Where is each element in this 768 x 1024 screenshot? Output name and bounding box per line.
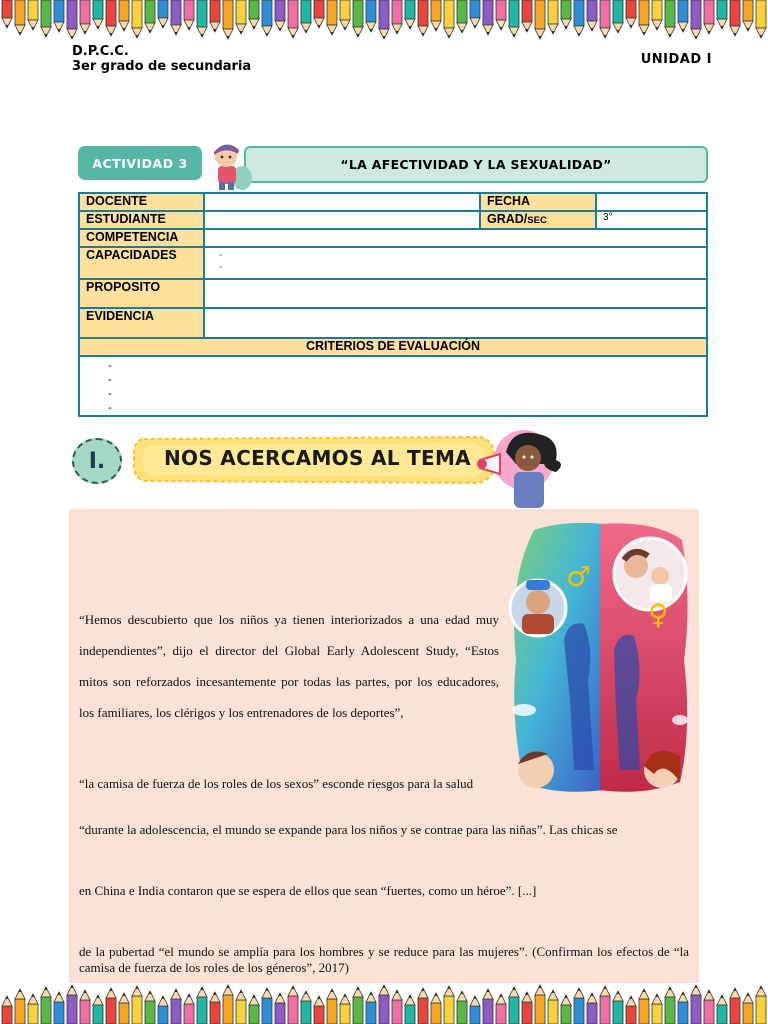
pencil-decoration (561, 995, 571, 1024)
pencil-decoration (392, 0, 402, 34)
reading-paragraph: “Hemos descubierto que los niños ya tienen interiorizados a una edad muy independientes”, dijo el director del Global Early Adolescent Study, “Estos mitos son reforzados incesantemente por todas las partes, por los educadores, los familiares, los clérigos y los entrenadores de los deportes”, (79, 612, 499, 720)
pencil-decoration (301, 0, 311, 33)
activity-title: “LA AFECTIVIDAD Y LA SEXUALIDAD” (244, 146, 708, 183)
pencil-decoration (431, 993, 441, 1024)
pencil-decoration (392, 990, 402, 1024)
svg-text:♀: ♀ (648, 598, 669, 631)
pencil-decoration (496, 994, 506, 1024)
criterio-item: - (108, 388, 112, 400)
proposito-field[interactable] (204, 279, 707, 308)
pencil-decoration (249, 995, 259, 1024)
pencil-decoration (210, 992, 220, 1024)
pencil-decoration (639, 0, 649, 35)
table-row (79, 356, 707, 416)
table-row (79, 211, 707, 229)
fecha-field[interactable] (596, 193, 707, 211)
grad-sec-label (480, 211, 596, 229)
pencil-decoration (327, 0, 337, 35)
pencil-decoration (678, 992, 688, 1024)
pencil-decoration (522, 992, 532, 1024)
pencil-decoration (145, 991, 155, 1024)
pencil-decoration (353, 0, 363, 37)
pencil-decoration (158, 996, 168, 1024)
docente-field[interactable] (204, 193, 480, 211)
pencil-decoration (457, 991, 467, 1024)
pencil-decoration (665, 0, 675, 37)
pencil-decoration (574, 0, 584, 36)
pencil-decoration (2, 996, 12, 1024)
pencil-decoration (600, 0, 610, 38)
pencil-decoration (93, 0, 103, 29)
pencil-border-top (0, 0, 768, 44)
activity-badge: ACTIVIDAD 3 (78, 146, 202, 180)
table-row (79, 338, 707, 356)
pencil-decoration (184, 994, 194, 1024)
criterio-item: - (108, 360, 112, 372)
activity-info-table (78, 192, 708, 417)
pencil-decoration (301, 991, 311, 1024)
grad-value: 3° (603, 212, 613, 223)
pencil-decoration (509, 0, 519, 37)
evidencia-label: EVIDENCIA (79, 308, 204, 338)
pencil-decoration (496, 0, 506, 30)
pencil-decoration (171, 989, 181, 1024)
pencil-decoration (366, 0, 376, 32)
gender-roles-collage-image (504, 520, 694, 800)
pencil-decoration (457, 0, 467, 33)
pencil-decoration (67, 985, 77, 1024)
pencil-row-bottom (0, 978, 768, 1024)
criterios-list (86, 357, 700, 415)
pencil-decoration (15, 989, 25, 1024)
pencil-decoration (483, 989, 493, 1024)
reading-paragraph: en China e India contaron que se espera de ellos que sean “fuertes, como un héroe”. [...] (79, 883, 537, 898)
pencil-decoration (171, 0, 181, 35)
pencil-decoration (418, 0, 428, 36)
pencil-decoration (41, 0, 51, 37)
pencil-decoration (288, 986, 298, 1024)
pencil-decoration (743, 993, 753, 1024)
pencil-decoration (275, 993, 285, 1024)
pencil-decoration (314, 0, 324, 28)
svg-text:♂: ♂ (566, 560, 592, 593)
pencil-decoration (444, 986, 454, 1024)
pencil-decoration (613, 0, 623, 33)
pencil-decoration (613, 991, 623, 1024)
pencil-decoration (730, 988, 740, 1024)
pencil-decoration (262, 988, 272, 1024)
pencil-decoration (379, 0, 389, 39)
table-row (79, 279, 707, 308)
pencil-decoration (548, 990, 558, 1024)
pencil-decoration (119, 993, 129, 1024)
pencil-decoration (28, 994, 38, 1024)
pencil-decoration (106, 0, 116, 36)
fecha-label: FECHA (480, 193, 596, 211)
pencil-decoration (158, 0, 168, 28)
table-row (79, 247, 707, 279)
pencil-decoration (444, 0, 454, 38)
evidencia-field[interactable] (204, 308, 707, 338)
pencil-decoration (626, 996, 636, 1024)
pencil-decoration (314, 996, 324, 1024)
reading-paragraph: de la pubertad “el mundo se amplía para los hombres y se reduce para las mujeres”. (Confirman los efectos de “la camisa de fuerza de los roles de los géneros”, 2017) (79, 944, 689, 975)
pencil-decoration (2, 0, 12, 28)
table-row (79, 229, 707, 247)
capacidades-field[interactable] (204, 247, 707, 279)
student-illustration-icon (204, 138, 256, 192)
pencil-decoration (665, 987, 675, 1024)
pencil-decoration (119, 0, 129, 31)
grad-sec-field[interactable] (596, 211, 707, 229)
criterio-item: - (108, 374, 112, 386)
pencil-decoration (535, 985, 545, 1024)
pencil-decoration (470, 996, 480, 1024)
pencil-decoration (340, 994, 350, 1024)
proposito-label: PROPOSITO (79, 279, 204, 308)
pencil-decoration (223, 985, 233, 1024)
grade-text: 3er grado de secundaria (72, 59, 252, 74)
pencil-decoration (561, 0, 571, 29)
org-name: D.P.C.C. (72, 44, 129, 59)
pencil-decoration (652, 0, 662, 30)
pencil-decoration (236, 0, 246, 34)
pencil-decoration (535, 0, 545, 39)
capacidad-item: - (219, 250, 223, 261)
pencil-decoration (132, 0, 142, 38)
sec-label: SEC (527, 215, 547, 226)
pencil-decoration (197, 0, 207, 37)
pencil-decoration (54, 0, 64, 32)
pencil-decoration (353, 987, 363, 1024)
reading-paragraph: “la camisa de fuerza de los roles de los sexos” esconde riesgos para la salud (79, 776, 474, 791)
table-row (79, 193, 707, 211)
estudiante-label: ESTUDIANTE (79, 211, 204, 229)
pencil-decoration (41, 987, 51, 1024)
pencil-decoration (522, 0, 532, 32)
pencil-decoration (327, 989, 337, 1024)
pencil-decoration (470, 0, 480, 28)
pencil-decoration (145, 0, 155, 33)
section-number-badge: I. (72, 438, 122, 484)
pencil-decoration (93, 995, 103, 1024)
pencil-decoration (405, 995, 415, 1024)
pencil-decoration (717, 0, 727, 29)
pencil-decoration (210, 0, 220, 32)
pencil-decoration (678, 0, 688, 32)
pencil-decoration (509, 987, 519, 1024)
pencil-decoration (717, 995, 727, 1024)
capacidad-item: - (219, 262, 223, 273)
pencil-decoration (652, 994, 662, 1024)
pencil-decoration (743, 0, 753, 31)
pencil-decoration (704, 0, 714, 34)
pencil-decoration (574, 988, 584, 1024)
pencil-decoration (197, 987, 207, 1024)
pencil-decoration (587, 993, 597, 1024)
docente-label: DOCENTE (79, 193, 204, 211)
pencil-decoration (626, 0, 636, 28)
competencia-label: COMPETENCIA (79, 229, 204, 247)
pencil-decoration (379, 985, 389, 1024)
pencil-decoration (223, 0, 233, 39)
pencil-decoration (80, 0, 90, 34)
pencil-decoration (28, 0, 38, 30)
section-title: NOS ACERCAMOS AL TEMA (164, 446, 471, 470)
pencil-border-bottom (0, 978, 768, 1024)
reading-paragraph: “durante la adolescencia, el mundo se expande para los niños y se contrae para las niñas”. Las chicas se (79, 822, 618, 837)
capacidades-label: CAPACIDADES (79, 247, 204, 279)
pencil-decoration (54, 992, 64, 1024)
pencil-decoration (67, 0, 77, 39)
girl-megaphone-icon (476, 424, 572, 510)
pencil-decoration (288, 0, 298, 38)
pencil-decoration (756, 986, 766, 1024)
pencil-decoration (262, 0, 272, 36)
pencil-decoration (106, 988, 116, 1024)
pencil-decoration (600, 986, 610, 1024)
criterios-field[interactable] (79, 356, 707, 416)
criterios-header: CRITERIOS DE EVALUACIÓN (79, 338, 707, 356)
grad-label: GRAD/ (487, 212, 528, 226)
estudiante-field[interactable] (204, 211, 480, 229)
pencil-decoration (15, 0, 25, 35)
document-header-left (72, 44, 251, 74)
pencil-decoration (184, 0, 194, 30)
pencil-decoration (730, 0, 740, 36)
pencil-decoration (691, 0, 701, 39)
pencil-decoration (756, 0, 766, 38)
pencil-decoration (704, 990, 714, 1024)
unit-label: UNIDAD I (640, 52, 712, 67)
pencil-decoration (275, 0, 285, 31)
pencil-decoration (639, 989, 649, 1024)
pencil-decoration (366, 992, 376, 1024)
pencil-decoration (483, 0, 493, 35)
table-row (79, 308, 707, 338)
pencil-decoration (340, 0, 350, 30)
pencil-decoration (132, 986, 142, 1024)
pencil-row-top (0, 0, 768, 44)
pencil-decoration (587, 0, 597, 31)
pencil-decoration (249, 0, 259, 29)
pencil-decoration (405, 0, 415, 29)
pencil-decoration (236, 990, 246, 1024)
pencil-decoration (80, 990, 90, 1024)
pencil-decoration (418, 988, 428, 1024)
pencil-decoration (548, 0, 558, 34)
pencil-decoration (691, 985, 701, 1024)
criterio-item: - (108, 402, 112, 414)
competencia-field[interactable] (204, 229, 707, 247)
pencil-decoration (431, 0, 441, 31)
